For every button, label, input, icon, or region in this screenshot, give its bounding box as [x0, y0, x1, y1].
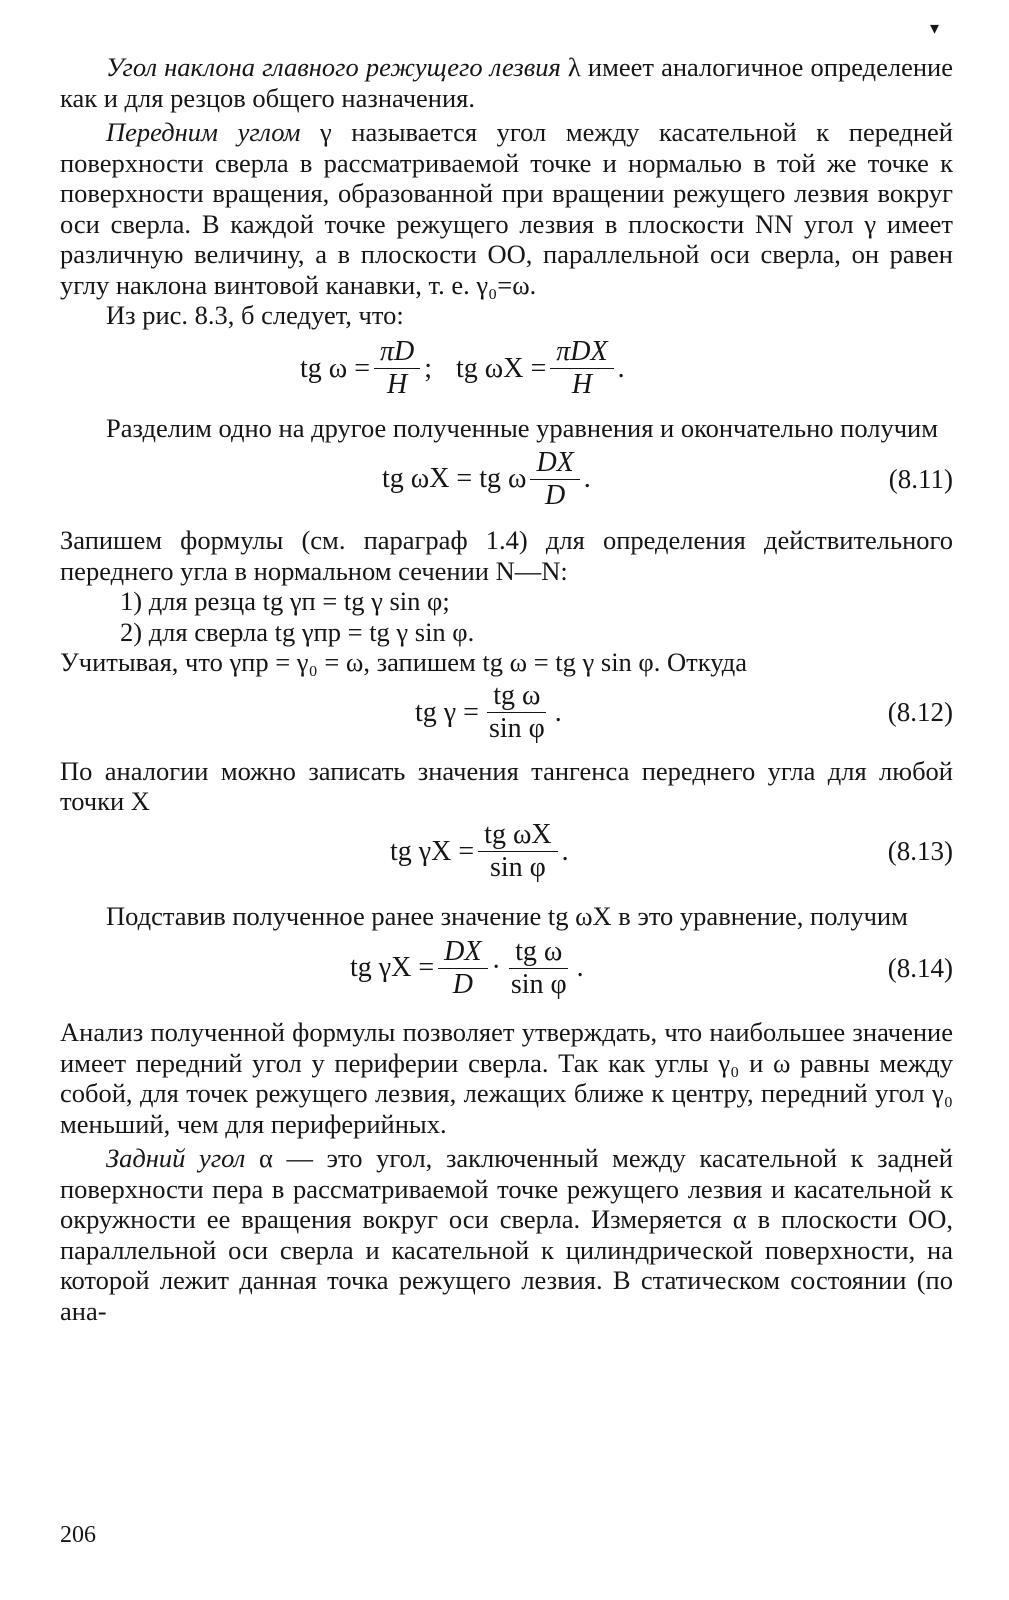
list-item-cutter: 1) для резца tg γп = tg γ sin φ; [120, 586, 450, 616]
paragraph-formulas: Запишем формулы (см. параграф 1.4) для определения действительного переднего угла в нормальном сечении N—N: [60, 525, 953, 586]
paragraph-from-figure: Из рис. 8.3, б следует, что: [106, 300, 404, 330]
fraction: $\frac{\text{πDX}}{H}$ [550, 337, 613, 400]
paragraph-rake-angle: Передним углом γ называется угол между касательной к передней поверхности сверла в рассматриваемой точке и нормалью в той же точке к поверхности вращения, образованной при вращении режущего лезвия вокруг оси сверла. В каждой точке режущего лезвия в плоскости NN угол γ имеет различную величину, а в плоскости OO, параллельной оси сверла, он равен углу наклона винтовой канавки, т. е. γ₀=ω. [60, 117, 953, 300]
equation-8-14: tg γX = $\frac{DX}{D}$ · $\frac{\text{tg ω}}{\text{sin φ}}$ . (8.14) [60, 931, 953, 1005]
fraction: $\frac{\text{tg ωX}}{\text{sin φ}}$ [478, 820, 557, 883]
equation-8-12: tg γ = $\frac{\text{tg ω}}{\text{sin φ}}$ . (8.12) [60, 678, 953, 748]
scan-mark: ▾ [930, 18, 940, 38]
page-body [60, 52, 953, 1326]
paragraph-analogy: По аналогии можно записать значения тангенса переднего угла для любой точки X [60, 755, 953, 816]
fraction: $\frac{\pi D}{H}$ [374, 337, 420, 400]
fraction: $\frac{DX}{D}$ [438, 937, 487, 1000]
equation-number: (8.13) [887, 836, 953, 866]
equation-tg-omega: tg ω = $\frac{\pi D}{H}$ ; tg ωX = $\frac{\text{πDX}}{H}$ . [300, 336, 625, 400]
paragraph-analysis: Анализ полученной формулы позволяет утверждать, что наибольшее значение имеет передний угол у периферии сверла. Так как углы γ₀ и ω равны между собой, для точек режущего лезвия, лежащих ближе к центру, передний угол γ₀ меньший, чем для периферийных. [60, 1017, 953, 1139]
paragraph-divide: Разделим одно на другое полученные уравнения и окончательно получим [106, 412, 938, 443]
equation-8-13: tg γX = $\frac{\text{tg ωX}}{\text{sin φ}}$ . (8.13) [60, 817, 953, 887]
fraction: $\frac{\text{tg ω}}{\text{sin φ}}$ [488, 680, 545, 744]
fraction: $\frac{\text{tg ω}}{\text{sin φ}}$ [510, 935, 567, 1000]
paragraph-lambda: Угол наклона главного режущего лезвия λ имеет аналогичное определение как и для резцов общего назначения. [60, 52, 953, 113]
equation-number: (8.14) [887, 952, 953, 983]
page-number: 206 [60, 1522, 96, 1548]
paragraph-substituting: Подставив полученное ранее значение tg ωX в это уравнение, получим [106, 900, 908, 931]
equation-number: (8.11) [888, 463, 953, 494]
paragraph-clearance-angle: Задний угол α — это угол, заключенный между касательной к задней поверхности пера в рассматриваемой точке режущего лезвия и касательной к окружности ее вращения вокруг оси сверла. Измеряется α в плоскости OO, параллельной оси сверла и касательной к цилиндрической поверхности, на которой лежит данная точка режущего лезвия. В статическом состоянии (по ана- [60, 1143, 953, 1326]
term-rake-angle: Передним углом [106, 117, 301, 147]
equation-8-11: tg ωX = tg ω $\frac{DX}{D}$ . (8.11) [60, 443, 953, 515]
term-clearance-angle: Задний угол [106, 1143, 246, 1173]
list-item-drill: 2) для сверла tg γпр = tg γ sin φ. [120, 616, 475, 647]
equation-number: (8.12) [887, 697, 953, 727]
fraction: $\frac{DX}{D}$ [530, 448, 579, 511]
term-lambda: Угол наклона главного режущего лезвия [106, 52, 561, 82]
paragraph-considering: Учитывая, что γпр = γ₀ = ω, запишем tg ω = tg γ sin φ. Откуда [60, 647, 748, 677]
